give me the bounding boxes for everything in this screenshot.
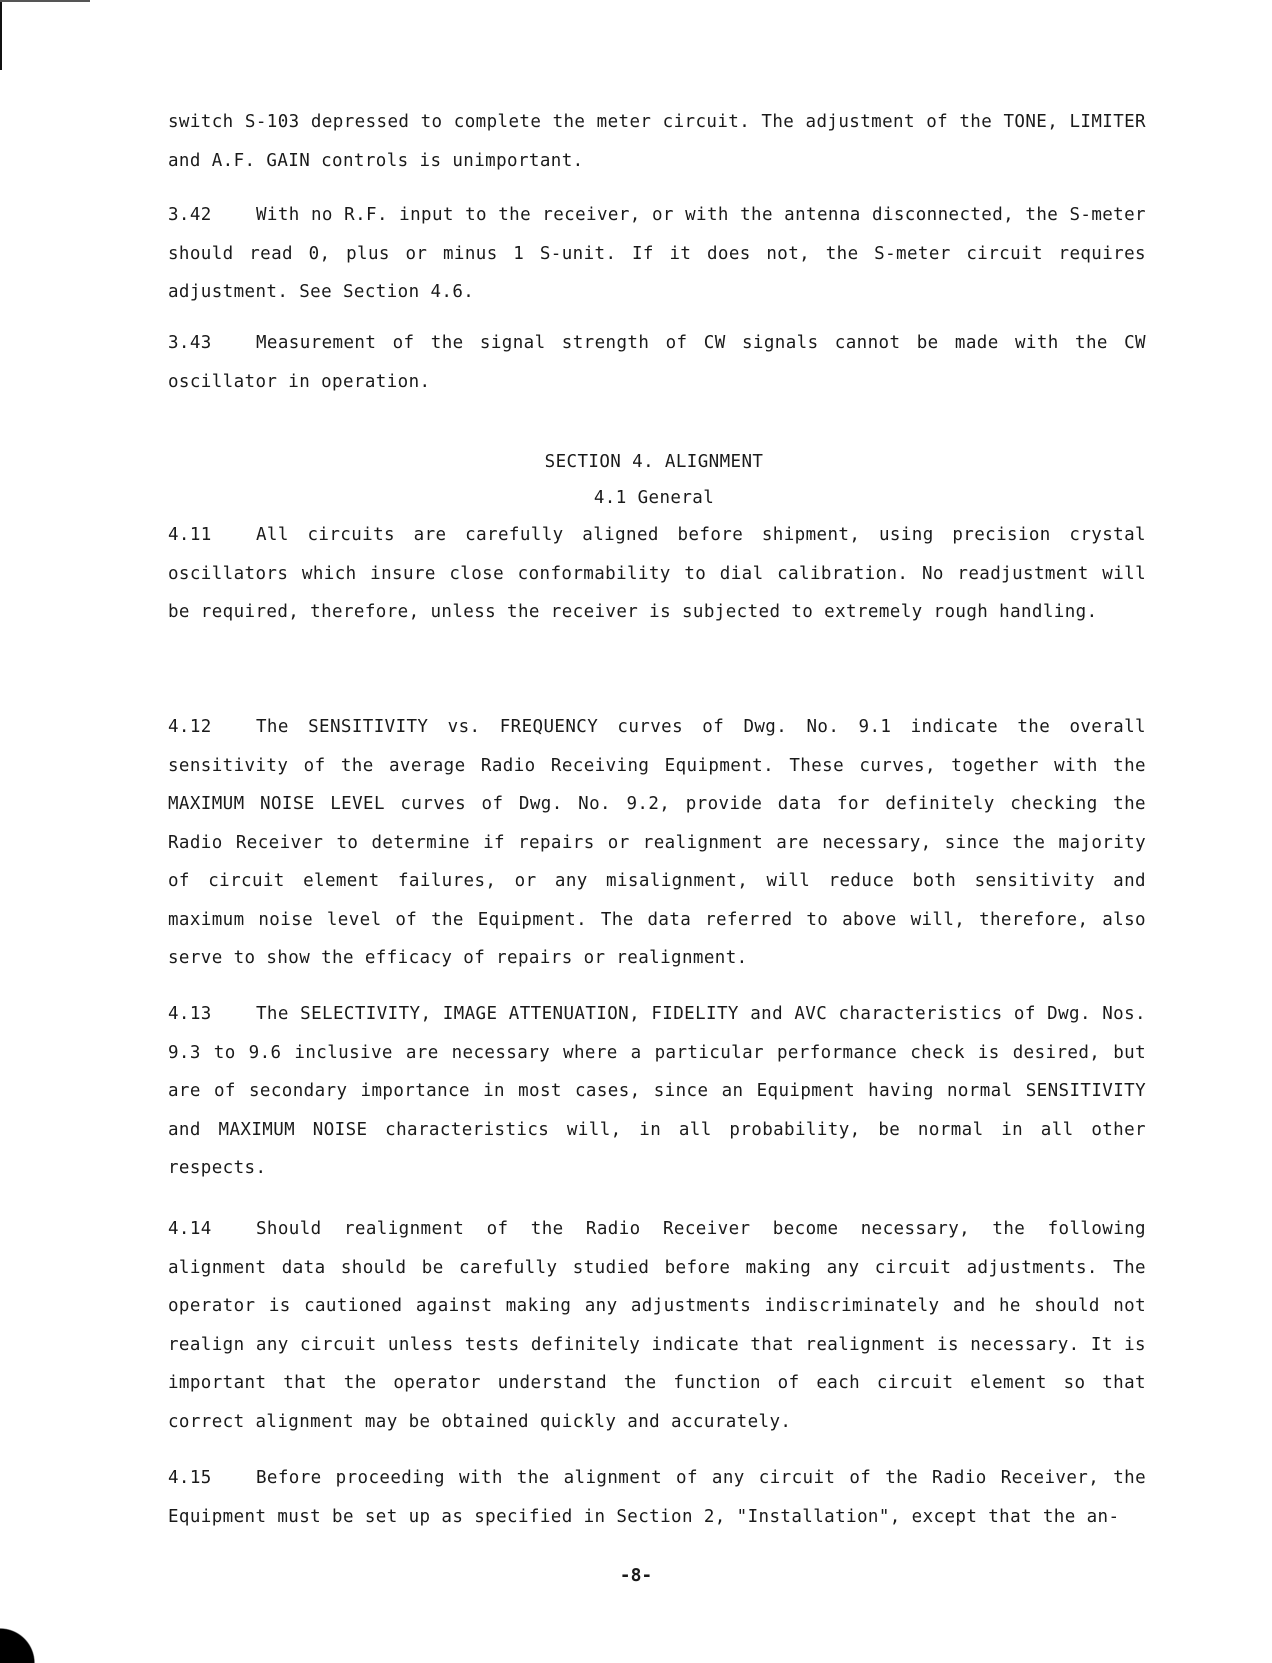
- paragraph-4-12: [168, 708, 1146, 978]
- paragraph-number: 4.11: [168, 525, 212, 545]
- paragraph-text: switch S-103 depressed to complete the meter circuit. The adjustment of the TONE, LIMITER and A.F. GAIN controls is unimportant.: [168, 112, 1146, 171]
- paragraph-4-11: [168, 516, 1146, 632]
- paragraph-number: 4.15: [168, 1468, 212, 1488]
- paragraph-continuation: [168, 103, 1146, 180]
- paragraph-4-14: [168, 1210, 1146, 1441]
- paragraph-3-42: [168, 196, 1146, 312]
- paragraph-text: Before proceeding with the alignment of any circuit of the Radio Receiver, the Equipment must be set up as specified in Section 2, "Installation", except that the an-: [168, 1468, 1146, 1527]
- subsection-heading: 4.1 General: [593, 488, 715, 508]
- scan-edge-mark-horizontal: [0, 0, 90, 2]
- paragraph-number: 4.14: [168, 1219, 212, 1239]
- scan-corner-mark: [0, 1623, 40, 1663]
- paragraph-text: All circuits are carefully aligned before shipment, using precision crystal oscillators which insure close conformability to dial calibration. No readjustment will be required, therefore, unless the receiver is subjected to extremely rough handling.: [168, 525, 1146, 622]
- paragraph-4-13: [168, 995, 1146, 1188]
- paragraph-text: Should realignment of the Radio Receiver become necessary, the following alignment data should be carefully studied before making any circuit adjustments. The operator is cautioned against making any adjustments indiscriminately and he should not realign any circuit unless tests definitely indicate that realignment is necessary. It is important that the operator understand the function of each circuit element so that correct alignment may be obtained quickly and accurately.: [168, 1219, 1146, 1432]
- paragraph-text: With no R.F. input to the receiver, or with the antenna disconnected, the S-meter should read 0, plus or minus 1 S-unit. If it does not, the S-meter circuit requires adjustment. See Section 4.6.: [168, 205, 1146, 302]
- paragraph-text: Measurement of the signal strength of CW signals cannot be made with the CW oscillator in operation.: [168, 333, 1146, 392]
- paragraph-number: 4.12: [168, 717, 212, 737]
- paragraph-text: The SELECTIVITY, IMAGE ATTENUATION, FIDELITY and AVC characteristics of Dwg. Nos. 9.3 to 9.6 inclusive are necessary where a particular performance check is desired, but are of secondary importance in most cases, since an Equipment having normal SENSITIVITY and MAXIMUM NOISE characteristics will, in all probability, be normal in all other respects.: [168, 1004, 1146, 1178]
- paragraph-text: The SENSITIVITY vs. FREQUENCY curves of Dwg. No. 9.1 indicate the overall sensitivity of the average Radio Receiving Equipment. These curves, together with the MAXIMUM NOISE LEVEL curves of Dwg. No. 9.2, provide data for definitely checking the Radio Receiver to determine if repairs or realignment are necessary, since the majority of circuit element failures, or any misalignment, will reduce both sensitivity and maximum noise level of the Equipment. The data referred to above will, therefore, also serve to show the efficacy of repairs or realignment.: [168, 717, 1146, 968]
- page-number: -8-: [619, 1565, 653, 1586]
- paragraph-number: 3.43: [168, 333, 212, 353]
- paragraph-4-15: [168, 1459, 1146, 1536]
- paragraph-number: 3.42: [168, 205, 212, 225]
- scan-edge-mark: [0, 0, 2, 70]
- paragraph-3-43: [168, 324, 1146, 401]
- section-heading: SECTION 4. ALIGNMENT: [544, 452, 764, 472]
- paragraph-number: 4.13: [168, 1004, 212, 1024]
